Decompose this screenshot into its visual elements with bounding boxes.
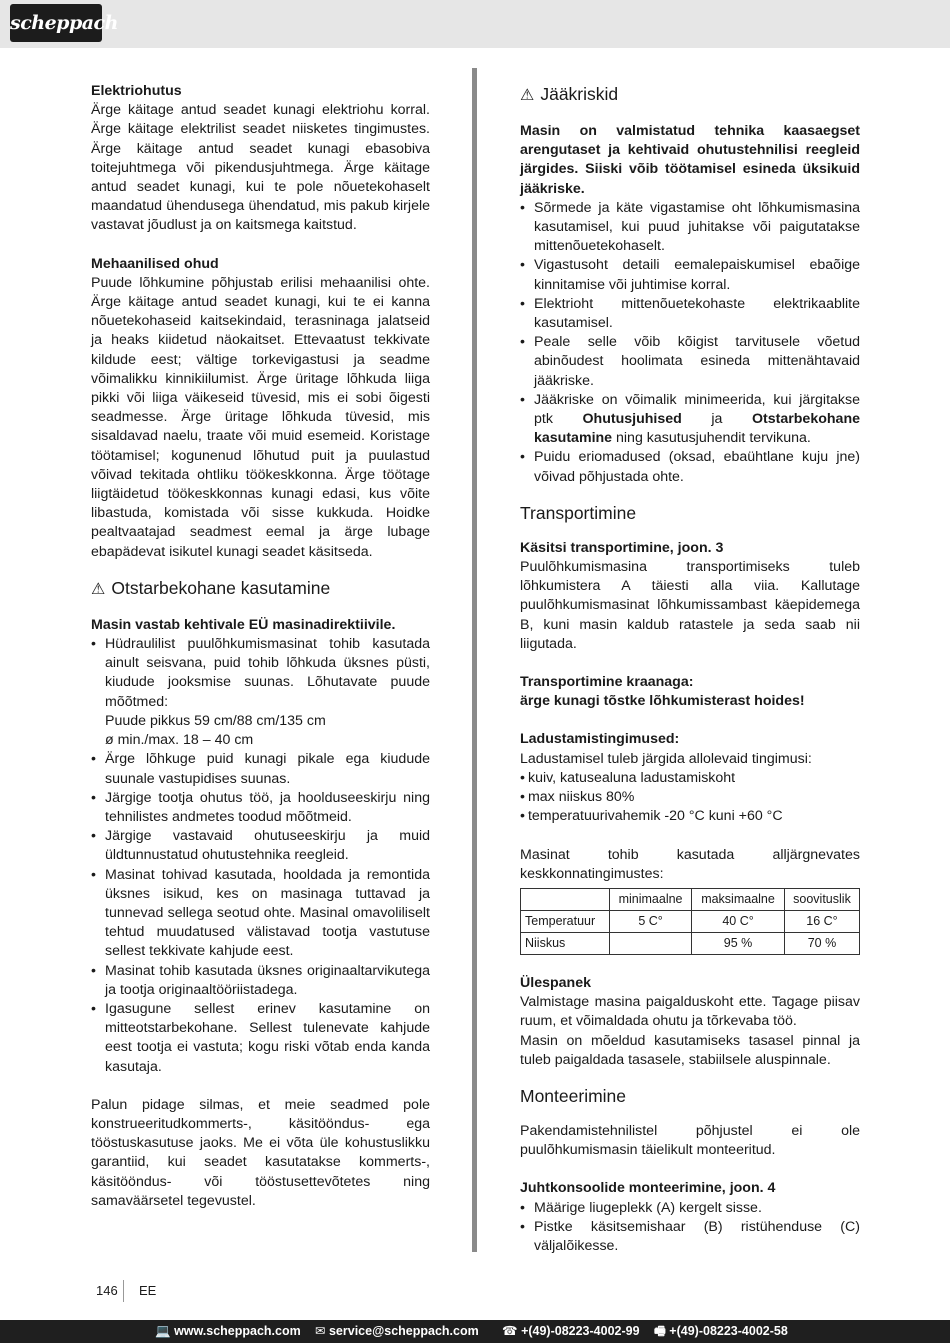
- list-item: • Jääkriske on võimalik minimeerida, kui järgitakse ptk Ohutusjuhised ja Otstarbekohane kasutamine ning kasutusjuhendit tervikuna.: [520, 391, 860, 449]
- warning-icon: ⚠: [520, 87, 535, 104]
- paragraph-monteerimine: Pakendamistehnilistel põhjustel ei ole puulõhkumismasin täielikult monteeritud.: [520, 1122, 860, 1159]
- paragraph-closing-note: Palun pidage silmas, et meie seadmed pole konstrueeritudkommerts-, käsitööndus- ega tööstuskasutuse jaoks. Me ei võta üle kohustuslikku garantiid, kui seadet kasutatakse kommerts-, käsitööndus- või tööstusettevõtetes ning samaväärsetel tegevustel.: [91, 1096, 430, 1209]
- fax-icon: 🖷: [654, 1324, 666, 1338]
- table-header-row: [521, 888, 860, 910]
- table-header-cell: maksimaalne: [692, 888, 785, 910]
- subheading-ladustamine: Ladustamistingimused:: [520, 731, 680, 748]
- list-item: • kuiv, katusealuna ladustamiskoht: [520, 769, 860, 788]
- machine-directive-note: Masin vastab kehtivale EÜ masinadirektiivile.: [91, 616, 396, 633]
- dimension-diameter: ø min./max. 18 – 40 cm: [105, 732, 254, 749]
- table-cell: 16 C°: [784, 910, 859, 932]
- list-item: • Masinat tohib kasutada üksnes originaaltarvikutega ja tootja originaaltööriistadega.: [91, 962, 430, 1000]
- subheading-ulespanek: Ülespanek: [520, 974, 591, 991]
- table-cell: Temperatuur: [521, 910, 610, 932]
- table-cell: 95 %: [692, 932, 785, 954]
- list-item: • Elektrioht mittenõuetekohaste elektrikaablite kasutamisel.: [520, 295, 860, 333]
- footer-separator: [123, 1280, 124, 1302]
- list-item: • Järgige vastavaid ohutuseeskirju ja muid üldtunnustatud ohutustehnika reegleid.: [91, 827, 430, 865]
- list-item: • Järgige tootja ohutus töö, ja hoolduseeskirju ning tehnilistes andmetes toodud mõõtmeid.: [91, 789, 430, 827]
- scheppach-logo: scheppach: [10, 4, 102, 42]
- paragraph-elektriohutus: Ärge käitage antud seadet kunagi elektriohu korral. Ärge käitage elektrilist seadet niisketes tingimustes. Ärge käitage antud seadet kunagi ebasobiva toitejuhtmega või pikendusjuhtmega. Ärge käitage antud seadet kunagi, kui te pole nõuetekohaselt maandatud ühendusega ühendatud, mis pakub kirjele vastavat jõudlust ja on kaitsmega kaitstud.: [91, 102, 430, 234]
- table-row: [521, 910, 860, 932]
- environment-table: [520, 888, 860, 955]
- paragraph-environment: Masinat tohib kasutada alljärgnevates keskkonnatingimustes:: [520, 846, 860, 882]
- list-item: • Sõrmede ja käte vigastamise oht lõhkumismasina kasutamisel, kui puud juhitakse või paigutatakse mittenõuetekohaselt.: [520, 199, 860, 257]
- paragraph-ulespanek-2: Masin on mõeldud kasutamiseks tasasel pinnal ja tuleb paigaldada tasasele, stabiilsele aluspinnale.: [520, 1032, 860, 1068]
- section-title-otstarbekohane: ⚠ Otstarbekohane kasutamine: [91, 577, 331, 598]
- paragraph-mehaanilised-ohud: Puude lõhkumine põhjustab erilisi mehaanilisi ohte. Ärge käitage antud seadet kunagi, kui te ei kanna nõuetekohaseid kaitsekindaid, terasninaga jalatseid ja heaks kiidetud näokaitset. Ettevaatust tekkivate kildude eest; vältige torkevigastusi ja seadme võimalikku kinnikiilumist. Ärge üritage lõhkuda liiga pikki või liiga väikeseid tüvesid, mis ei sobi õigesti seadmesse. Ärge üritage lõhkuda tüvesid, mis sisaldavad naelu, traate või muid esemeid. Koristage töötamisel; kogunenud lõhutud puit ja puulastud võivad tekitada ohtliku töökeskkonna. Ärge töötage liigtäidetud töökeskkonnas kunagi edasi, kus võite libastuda, komistada või sisse kukkuda. Hoidke pealtvaatajad seadmest eemal ja ärge lubage ebapädevat isikutel kunagi seadet käsitseda.: [91, 274, 430, 560]
- crane-warning: ärge kunagi tõstke lõhkumisterast hoides!: [520, 693, 805, 710]
- column-divider: [472, 68, 477, 1252]
- paragraph-ulespanek-1: Valmistage masina paigalduskoht ette. Tagage piisav ruum, et võimaldada ohutu ja tõrkevaba töö.: [520, 994, 860, 1030]
- list-item: • temperatuurivahemik -20 °C kuni +60 °C: [520, 807, 860, 826]
- paragraph-ladustamine: Ladustamisel tuleb järgida allolevaid tingimusi:: [520, 750, 812, 767]
- intended-use-list: [91, 635, 430, 1077]
- language-code: EE: [139, 1283, 157, 1298]
- section-heading-elektriohutus: Elektriohutus: [91, 83, 182, 99]
- table-cell: [610, 932, 692, 954]
- storage-conditions-list: [520, 769, 860, 827]
- footer-fax: 🖷 +(49)-08223-4002-58: [654, 1324, 788, 1338]
- section-title-jaakriskid: ⚠ Jääkriskid: [520, 84, 619, 104]
- left-column: [91, 82, 430, 1211]
- list-item: • Masinat tohivad kasutada, hooldada ja remontida üksnes isikud, kes on masinaga tuttavad ja tunnevad sellega seotud ohte. Masinal omavoliliselt tehtud muudatused välistavad tootja vastutuse sellest tekkivate kahjude eest.: [91, 866, 430, 962]
- subheading-juhtkonsoolid: Juhtkonsoolide monteerimine, joon. 4: [520, 1180, 776, 1197]
- assembly-steps-list: [520, 1199, 860, 1257]
- footer-email[interactable]: ✉ service@scheppach.com: [315, 1324, 479, 1338]
- section-title-monteerimine: Monteerimine: [520, 1085, 627, 1106]
- subheading-kraana-transport: Transportimine kraanaga:: [520, 674, 694, 691]
- list-item: • Hüdraulilist puulõhkumismasinat tohib kasutada ainult seisvana, puid tohib lõhkuda üksnes püsti, kiudude jooksmise suunas. Lõhutavate puude mõõtmed: Puude pikkus 59 cm/88 cm/135 cm ø min./max. 18 – 40 cm: [91, 635, 430, 750]
- email-icon: ✉: [315, 1324, 326, 1338]
- list-item: • Igasugune sellest erinev kasutamine on mitteotstarbekohane. Sellest tulenevate kahjude eest tootja ei vastuta; kogu riski võtab enda kanda kasutaja.: [91, 1000, 430, 1077]
- list-item: • Puidu eriomadused (oksad, ebaühtlane kuju jne) võivad põhjustada ohte.: [520, 448, 860, 486]
- table-cell: 5 C°: [610, 910, 692, 932]
- paragraph-residual-risks-intro: Masin on valmistatud tehnika kaasaegset arengutaset ja kehtivaid ohutustehnilisi reegleid järgides. Siiski võib töötamisel esineda üksikuid jääkriske.: [520, 123, 860, 197]
- table-header-cell: soovituslik: [784, 888, 859, 910]
- list-item: • Ärge lõhkuge puid kunagi pikale ega kiudude suunale vastupidises suunas.: [91, 750, 430, 788]
- list-item: • Määrige liugeplekk (A) kergelt sisse.: [520, 1199, 860, 1218]
- table-cell: 70 %: [784, 932, 859, 954]
- table-header-cell: minimaalne: [610, 888, 692, 910]
- paragraph-kasitsi-transport: Puulõhkumismasina transportimiseks tuleb lõhkumistera A täiesti alla viia. Kallutage puulõhkumismasinat lõhkumissambast käepidemega B, kuni masin kaldub ratastele ja seda saab nii liigutada.: [520, 559, 860, 652]
- table-row: [521, 932, 860, 954]
- page-number: 146: [96, 1283, 118, 1298]
- phone-icon: ☎: [502, 1324, 518, 1338]
- warning-icon: ⚠: [91, 580, 106, 598]
- footer-web[interactable]: 💻 www.scheppach.com: [155, 1324, 301, 1338]
- list-item: • Pistke käsitsemishaar (B) ristühenduse (C) väljalõikesse.: [520, 1218, 860, 1256]
- computer-icon: 💻: [155, 1324, 171, 1338]
- table-cell: Niiskus: [521, 932, 610, 954]
- list-item: • max niiskus 80%: [520, 788, 860, 807]
- contact-footer-bar: [0, 1320, 950, 1343]
- right-column: [520, 82, 860, 1256]
- list-item: • Vigastusoht detaili eemalepaiskumisel ebaõige kinnitamise või juhtimise korral.: [520, 256, 860, 294]
- table-cell: 40 C°: [692, 910, 785, 932]
- subheading-kasitsi-transport: Käsitsi transportimine, joon. 3: [520, 539, 724, 556]
- page-header: [0, 0, 950, 48]
- residual-risks-list: [520, 199, 860, 487]
- section-heading-mehaanilised-ohud: Mehaanilised ohud: [91, 255, 219, 272]
- list-item: • Peale selle võib kõigist tarvitusele võetud abinõudest hoolimata esineda mittenähtavaid jääkriske.: [520, 333, 860, 391]
- section-title-transportimine: Transportimine: [520, 502, 637, 523]
- dimension-length: Puude pikkus 59 cm/88 cm/135 cm: [105, 712, 326, 729]
- footer-phone: ☎ +(49)-08223-4002-99: [502, 1324, 640, 1338]
